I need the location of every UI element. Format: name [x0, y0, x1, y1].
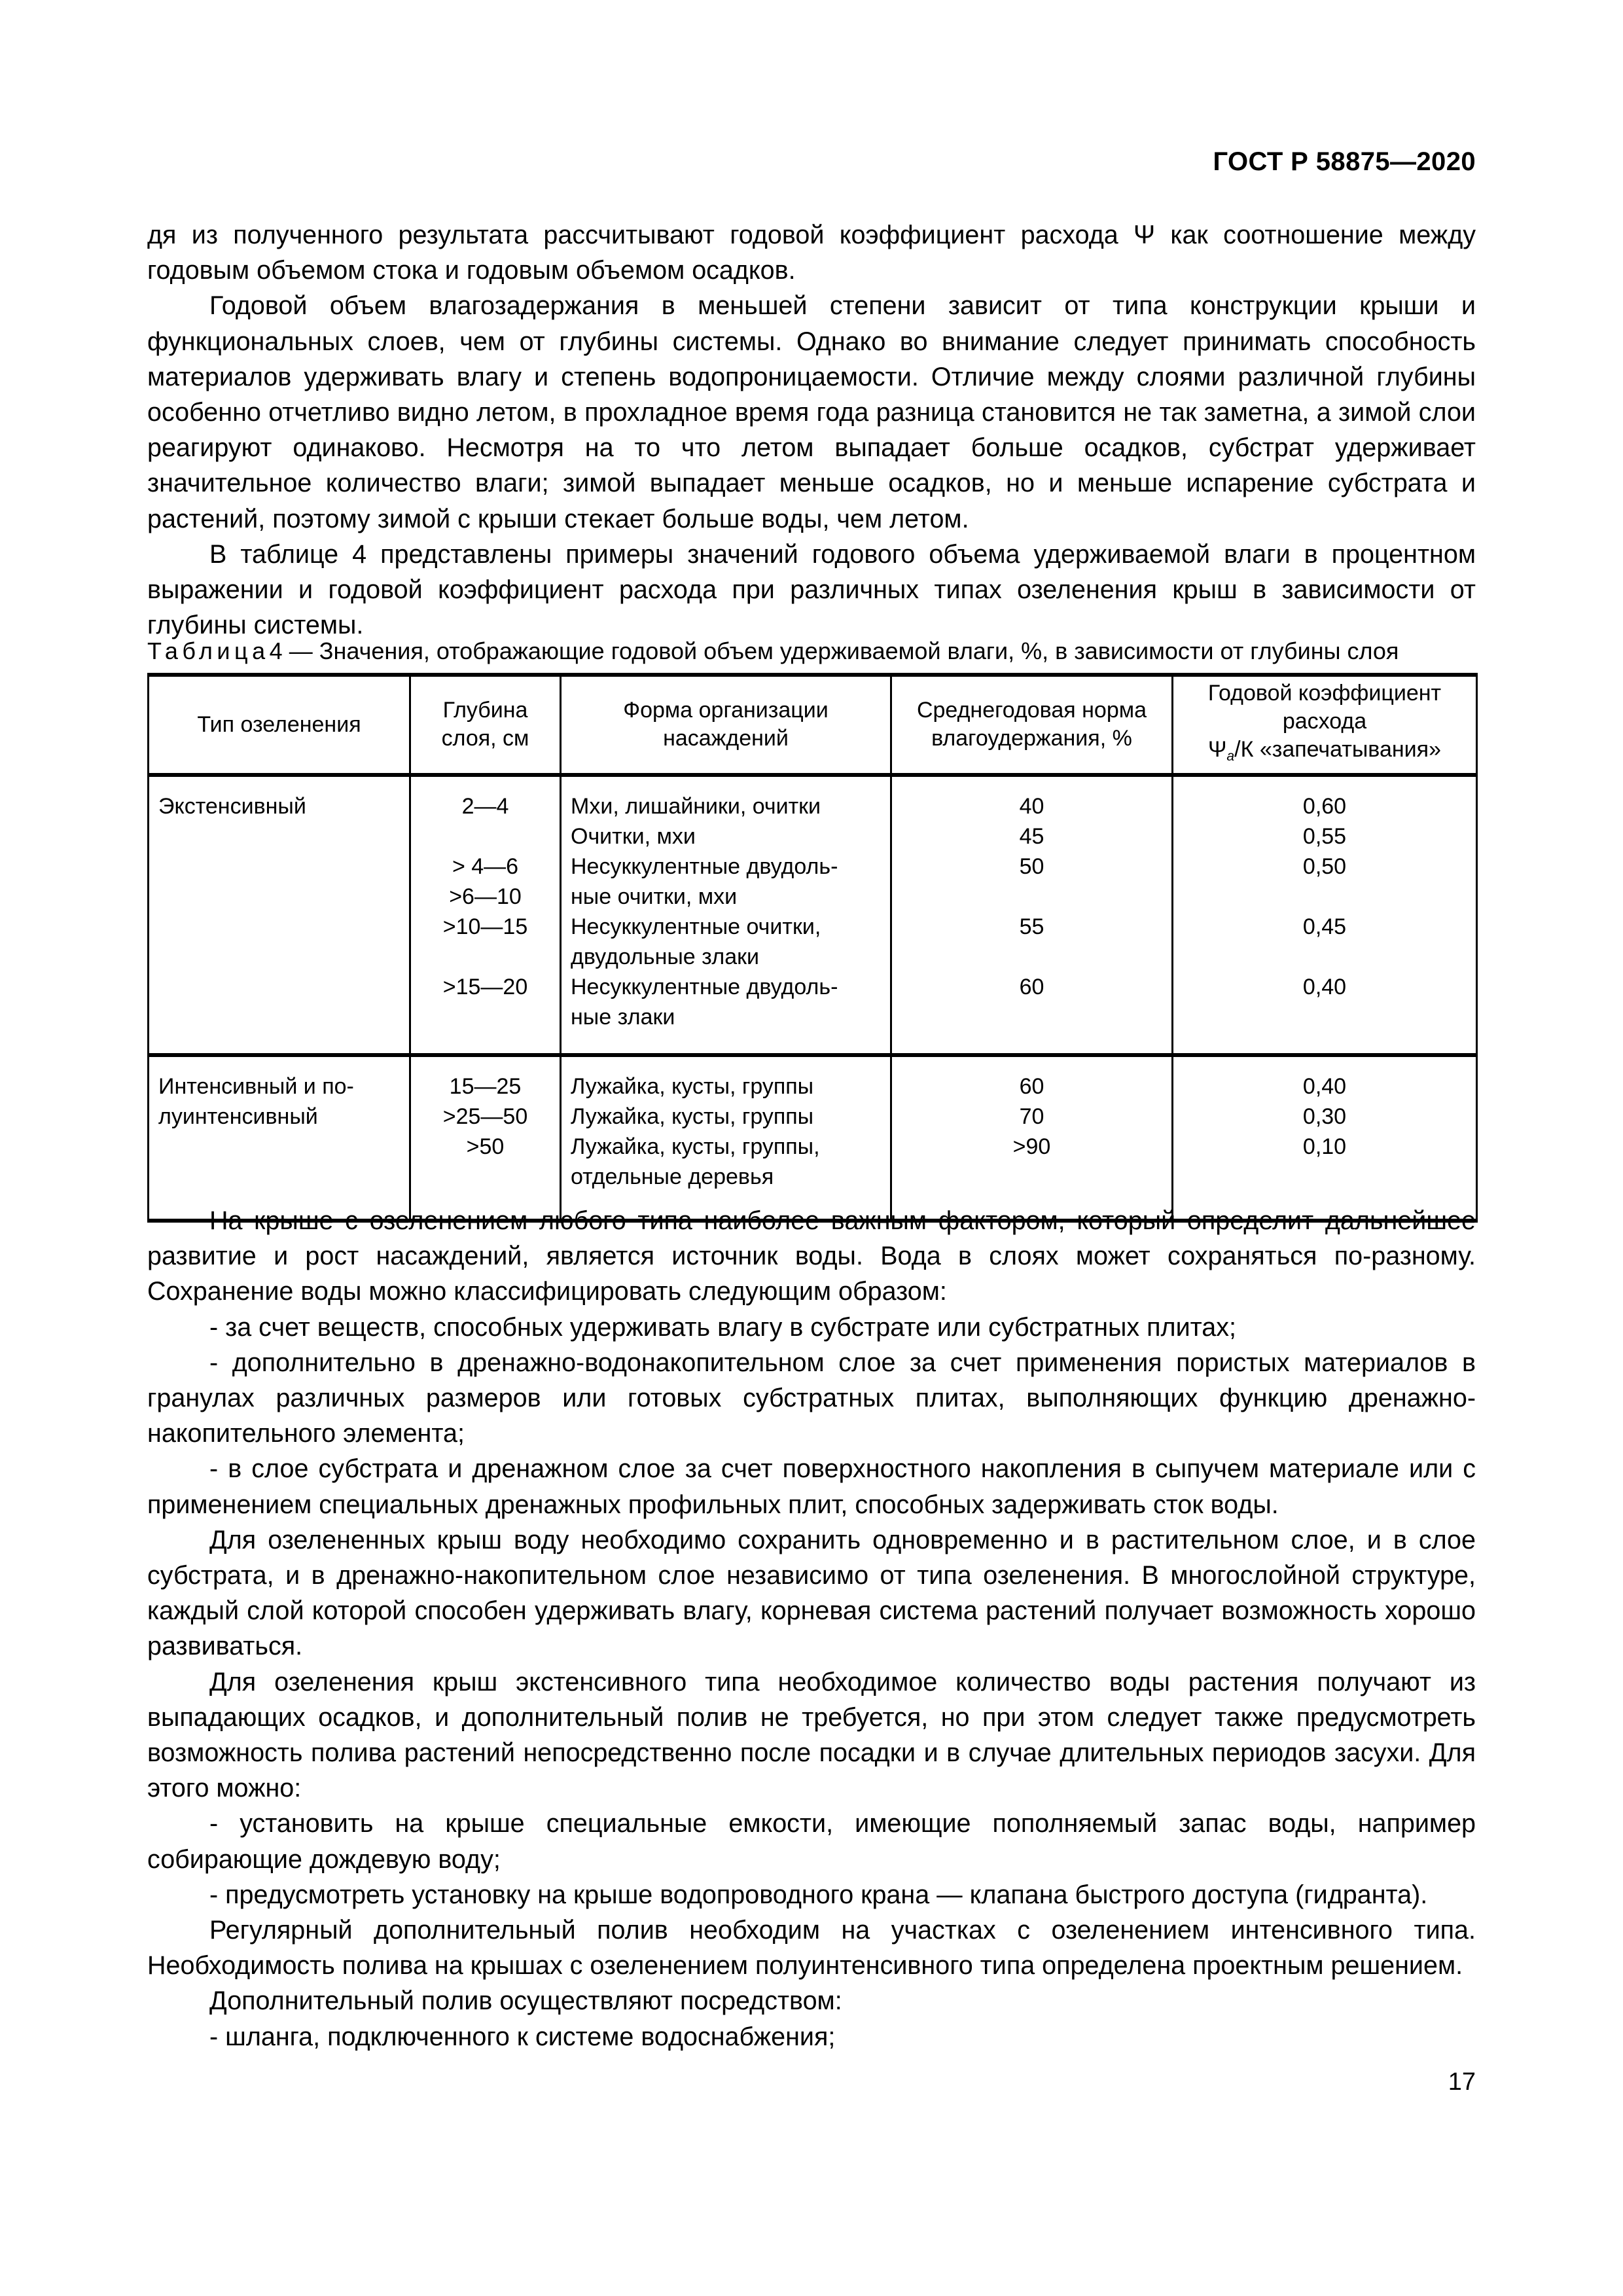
form-line: Лужайка, кусты, группы,	[571, 1134, 820, 1159]
form-line: Несуккулентные двудоль-	[571, 853, 838, 879]
psi-subscript: a	[1226, 748, 1235, 764]
depth-value: > 4—6	[452, 853, 519, 879]
table-caption-text: Значения, отображающие годовой объем удерживаемой влаги, %, в зависимости от глубины слоя	[319, 637, 1399, 664]
bullet-item-3: - в слое субстрата и дренажном слое за счет поверхностного накопления в сыпучем материале или с применением специальных дренажных профильных плит, способных задерживать сток воды.	[147, 1454, 1476, 1519]
norm-value: 70	[1019, 1103, 1044, 1129]
norm-value: 40	[1019, 793, 1044, 819]
table-caption	[147, 636, 1476, 666]
psi-symbol: Ψ	[1207, 737, 1227, 762]
cell-type-intensive	[149, 1055, 410, 1221]
norm-value: >90	[1012, 1134, 1051, 1159]
paragraph-1: дя из полученного результата рассчитывают годовой коэффициент расхода Ψ как соотношение между годовым объемом стока и годовым объемом осадков.	[147, 221, 1476, 285]
table-head	[149, 675, 1477, 775]
bullet-item-5: - предусмотреть установку на крыше водопроводного крана — клапана быстрого доступа (гидранта).	[209, 1880, 1428, 1909]
column-header-norm-line2: влагоудержания, %	[931, 726, 1132, 751]
norm-value: 50	[1019, 853, 1044, 879]
depth-value: >10—15	[442, 914, 528, 939]
form-line: Лужайка, кусты, группы	[571, 1073, 814, 1099]
depth-value: 2—4	[461, 793, 509, 819]
table-caption-label: Таблица	[147, 637, 270, 664]
column-header-depth-line2: слоя, см	[441, 726, 529, 751]
cell-type-extensive-text: Экстенсивный	[158, 793, 306, 819]
form-line: ные очитки, мхи	[571, 884, 738, 909]
norm-value: 60	[1019, 1073, 1044, 1099]
cell-norm-extensive	[891, 775, 1173, 1055]
paragraph-4: На крыше с озеленением любого типа наиболее важным фактором, который определит дальнейшее развитие и рост насаждений, является источник воды. Вода в слоях может сохраняться по-разному. Сохранение воды можно классифицировать следующим образом:	[147, 1206, 1476, 1306]
cell-type-extensive	[149, 775, 410, 1055]
column-header-type-line1: Тип озеленения	[197, 711, 361, 737]
column-header-form-line1: Форма организации	[623, 698, 829, 723]
coefficient-value: 0,10	[1302, 1134, 1347, 1159]
coefficient-value: 0,55	[1302, 823, 1347, 849]
running-head: ГОСТ Р 58875—2020	[1213, 147, 1476, 176]
coefficient-value: 0,50	[1302, 853, 1347, 879]
depth-value	[420, 821, 550, 852]
table-4	[147, 673, 1478, 1223]
norm-value: 60	[1019, 974, 1044, 999]
paragraph-2: Годовой объем влагозадержания в меньшей степени зависит от типа конструкции крыши и функциональных слоев, чем от глубины системы. Однако во внимание следует принимать способность материалов удерживать влагу и степень водопроницаемости. Отличие между слоями различной глубины особенно отчетливо видно летом, в прохладное время года разница становится не так заметна, а зимой слои реагируют одинаково. Несмотря на то что летом выпадает больше осадков, субстрат удерживает значительное количество влаги; зимой выпадает меньше осадков, но и меньше испарение субстрата и растений, поэтому зимой с крыши стекает больше воды, чем летом.	[147, 291, 1476, 533]
coefficient-value: 0,60	[1302, 793, 1347, 819]
norm-spacer	[901, 942, 1162, 972]
bullet-item-4: - установить на крыше специальные емкости, имеющие пополняемый запас воды, например собирающие дождевую воду;	[147, 1809, 1476, 1874]
form-line: Лужайка, кусты, группы	[571, 1103, 814, 1129]
coefficient-value: 0,45	[1302, 914, 1347, 939]
depth-value: >50	[466, 1134, 505, 1159]
paragraph-3: В таблице 4 представлены примеры значений годового объема удерживаемой влаги в процентном выражении и годовой коэффициент расхода при различных типах озеленения крыш в зависимости от глубины системы.	[147, 539, 1476, 640]
depth-value: 15—25	[449, 1073, 522, 1099]
column-header-form	[561, 675, 891, 775]
cell-type-intensive-line2: луинтенсивный	[158, 1103, 318, 1129]
table-header-row	[149, 675, 1477, 775]
norm-spacer	[901, 882, 1162, 912]
form-line: Несуккулентные очитки,	[571, 914, 821, 939]
cell-type-intensive-line1: Интенсивный и по-	[158, 1073, 354, 1099]
column-header-depth	[410, 675, 561, 775]
coefficient-spacer	[1183, 942, 1467, 972]
paragraph-7: Регулярный дополнительный полив необходим на участках с озеленением интенсивного типа. Необходимость полива на крышах с озеленением полуинтенсивного типа определена проектным решением.	[147, 1916, 1476, 1981]
bullet-item-1: - за счет веществ, способных удерживать влагу в субстрате или субстратных плитах;	[209, 1312, 1236, 1342]
cell-depth-extensive	[410, 775, 561, 1055]
bullet-item-2: - дополнительно в дренажно-водонакопительном слое за счет применения пористых материалов в гранулах различных размеров или готовых субстратных плитах, выполняющих функцию дренажно-накопительного элемента;	[147, 1348, 1476, 1448]
coefficient-rest: /К «запечатывания»	[1234, 737, 1441, 762]
cell-coefficient-intensive	[1173, 1055, 1477, 1221]
depth-value: >25—50	[442, 1103, 528, 1129]
column-header-norm	[891, 675, 1173, 775]
table-row	[149, 1055, 1477, 1221]
paragraph-5: Для озелененных крыш воду необходимо сохранить одновременно и в растительном слое, и в слое субстрата, и в дренажно-накопительном слое независимо от типа озеленения. В многослойной структуре, каждый слой которой способен удерживать влагу, корневая система растений получает возможность хорошо развиваться.	[147, 1525, 1476, 1661]
form-line: отдельные деревья	[571, 1164, 774, 1189]
form-line: Мхи, лишайники, очитки	[571, 793, 821, 819]
column-header-coefficient-line1: Годовой коэффициент	[1207, 681, 1442, 706]
depth-value: >15—20	[442, 974, 528, 999]
cell-norm-intensive	[891, 1055, 1173, 1221]
bullet-item-6: - шланга, подключенного к системе водоснабжения;	[209, 2022, 836, 2051]
table-caption-number: 4	[269, 637, 283, 664]
column-header-coefficient-line2: расхода	[1282, 709, 1367, 734]
coefficient-value: 0,30	[1302, 1103, 1347, 1129]
page-number: 17	[1448, 2068, 1476, 2096]
table-row	[149, 775, 1477, 1055]
form-line: двудольные злаки	[571, 944, 759, 969]
coefficient-value: 0,40	[1302, 974, 1347, 999]
norm-value: 55	[1019, 914, 1044, 939]
form-line: ные злаки	[571, 1004, 675, 1030]
lower-text-block	[147, 1203, 1476, 2054]
form-line: Очитки, мхи	[571, 823, 696, 849]
depth-value: >6—10	[449, 884, 522, 909]
table-caption-dash: —	[289, 637, 313, 664]
depth-spacer	[420, 942, 550, 972]
column-header-norm-line1: Среднегодовая норма	[916, 698, 1147, 723]
column-header-coefficient	[1173, 675, 1477, 775]
cell-form-intensive	[561, 1055, 891, 1221]
paragraph-6: Для озеленения крыш экстенсивного типа необходимое количество воды растения получают из выпадающих осадков, и дополнительный полив не требуется, но при этом следует также предусмотреть возможность полива растений непосредственно после посадки и в случае длительных периодов засухи. Для этого можно:	[147, 1667, 1476, 1803]
column-header-depth-line1: Глубина	[442, 698, 528, 723]
cell-coefficient-extensive	[1173, 775, 1477, 1055]
cell-depth-intensive	[410, 1055, 561, 1221]
upper-text-block	[147, 217, 1476, 643]
coefficient-value: 0,40	[1302, 1073, 1347, 1099]
form-line: Несуккулентные двудоль-	[571, 974, 838, 999]
table-body	[149, 775, 1477, 1221]
column-header-type	[149, 675, 410, 775]
column-header-coefficient-line3	[1179, 736, 1471, 770]
paragraph-8: Дополнительный полив осуществляют посредством:	[209, 1986, 842, 2016]
coefficient-spacer	[1183, 882, 1467, 912]
norm-value: 45	[1019, 823, 1044, 849]
cell-form-extensive	[561, 775, 891, 1055]
column-header-form-line2: насаждений	[663, 726, 789, 751]
